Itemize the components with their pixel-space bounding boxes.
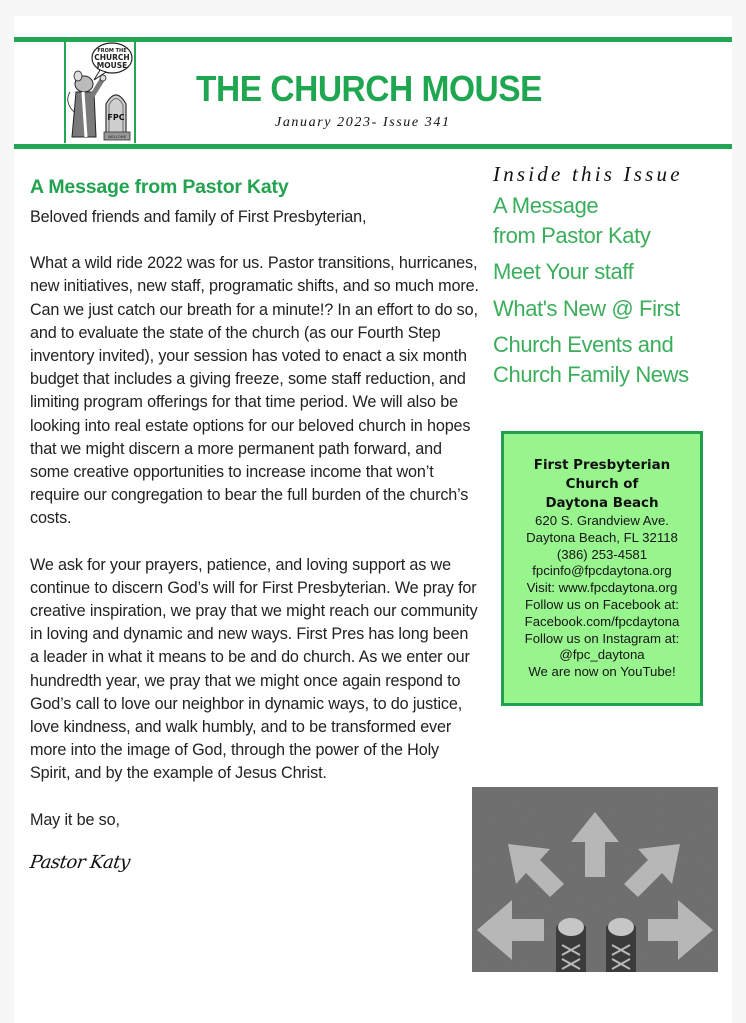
article-closing: May it be so,	[30, 810, 120, 829]
toc-item-label: Church Family News	[493, 361, 689, 387]
church-mouse-logo	[64, 42, 136, 143]
mouse-logo-icon	[66, 42, 134, 143]
logo-bubble-line: FROM THE	[97, 48, 127, 54]
masthead-bottom-rule	[14, 144, 732, 149]
church-phone: (386) 253-4581	[556, 546, 648, 562]
church-name-line: Daytona Beach	[545, 496, 659, 511]
facebook-label: Follow us on Facebook at:	[525, 596, 679, 612]
facebook-link[interactable]: Facebook.com/fpcdaytona	[524, 613, 680, 629]
youtube-note: We are now on YouTube!	[528, 664, 676, 680]
newsletter-title: THE CHURCH MOUSE	[196, 68, 542, 109]
toc-item-whats-new[interactable]	[493, 294, 723, 324]
church-address: 620 S. Grandview Ave.	[535, 513, 669, 528]
church-city-state-zip: Daytona Beach, FL 32118	[526, 529, 678, 545]
arrows-and-sneakers-image	[472, 787, 718, 972]
toc-item-label: What's New @ First	[493, 295, 680, 321]
instagram-handle-link[interactable]: @fpc_daytona	[559, 647, 645, 663]
article-heading: A Message from Pastor Katy	[30, 176, 289, 198]
logo-mat-text: WELCOME	[107, 135, 127, 139]
pastor-signature: Pastor Katy	[28, 851, 132, 873]
church-contact-box	[501, 431, 703, 706]
church-website-link[interactable]: Visit: www.fpcdaytona.org	[526, 580, 678, 596]
instagram-label: Follow us on Instagram at:	[524, 630, 680, 646]
inside-this-issue	[493, 162, 723, 396]
logo-bubble-line: MOUSE	[96, 61, 128, 70]
toc-item-pastor-message[interactable]	[493, 191, 723, 250]
article-paragraph: What a wild ride 2022 was for us. Pastor transitions, hurricanes, new initiatives, new staff, programatic shifts, and so much more. Can we just catch our breath for a minute!? In an effort to do so, and to evaluate the state of the church (as our Fourth Step inventory invited), your session has voted to enact a six month budget that includes a giving freeze, some staff reduction, and limiting program offerings for that time period. We will also be looking into real estate options for our beloved church in hopes that we might discern a more permanent path forward, and some creative opportunities to increase income that won’t require our congregation to bear the full burden of the church’s costs.	[30, 254, 479, 528]
church-email-link[interactable]: fpcinfo@fpcdaytona.org	[532, 563, 672, 579]
article-paragraph: We ask for your prayers, patience, and loving support as we continue to discern God’s will for First Presbyterian. We pray for creative inspiration, we pray that we might reach our community in loving and dynamic and new ways. First Pres has long been a leader in what it means to be and do church. As we enter our hundredth year, we pray that we might once again respond to God’s call to love our neighbor in dynamic ways, to do justice, love kindness, and walk humbly, and to be transformed ever more into the image of God, through the power of the Holy Spirit, and by the example of Jesus Christ.	[30, 555, 478, 783]
logo-sign-text: FPC	[107, 113, 125, 122]
article-salutation: Beloved friends and family of First Presbyterian,	[30, 208, 367, 226]
toc-item-label: Church Events and	[493, 332, 674, 357]
crossroads-arrows-photo	[472, 787, 718, 972]
church-name-line: Church of	[565, 477, 639, 492]
toc-item-label: from Pastor Katy	[493, 222, 651, 248]
toc-item-meet-staff[interactable]	[493, 257, 723, 287]
toc-item-church-events[interactable]	[493, 330, 723, 389]
church-name-line: First Presbyterian	[533, 458, 671, 473]
pastor-message-article	[30, 174, 480, 873]
toc-item-label: Meet Your staff	[493, 259, 634, 284]
church-name	[504, 456, 700, 513]
logo-bubble-line: CHURCH	[94, 53, 130, 62]
inside-this-issue-title: Inside this Issue	[493, 162, 683, 186]
issue-date-line: January 2023- Issue 341	[275, 115, 451, 130]
toc-item-label: A Message	[493, 193, 599, 218]
